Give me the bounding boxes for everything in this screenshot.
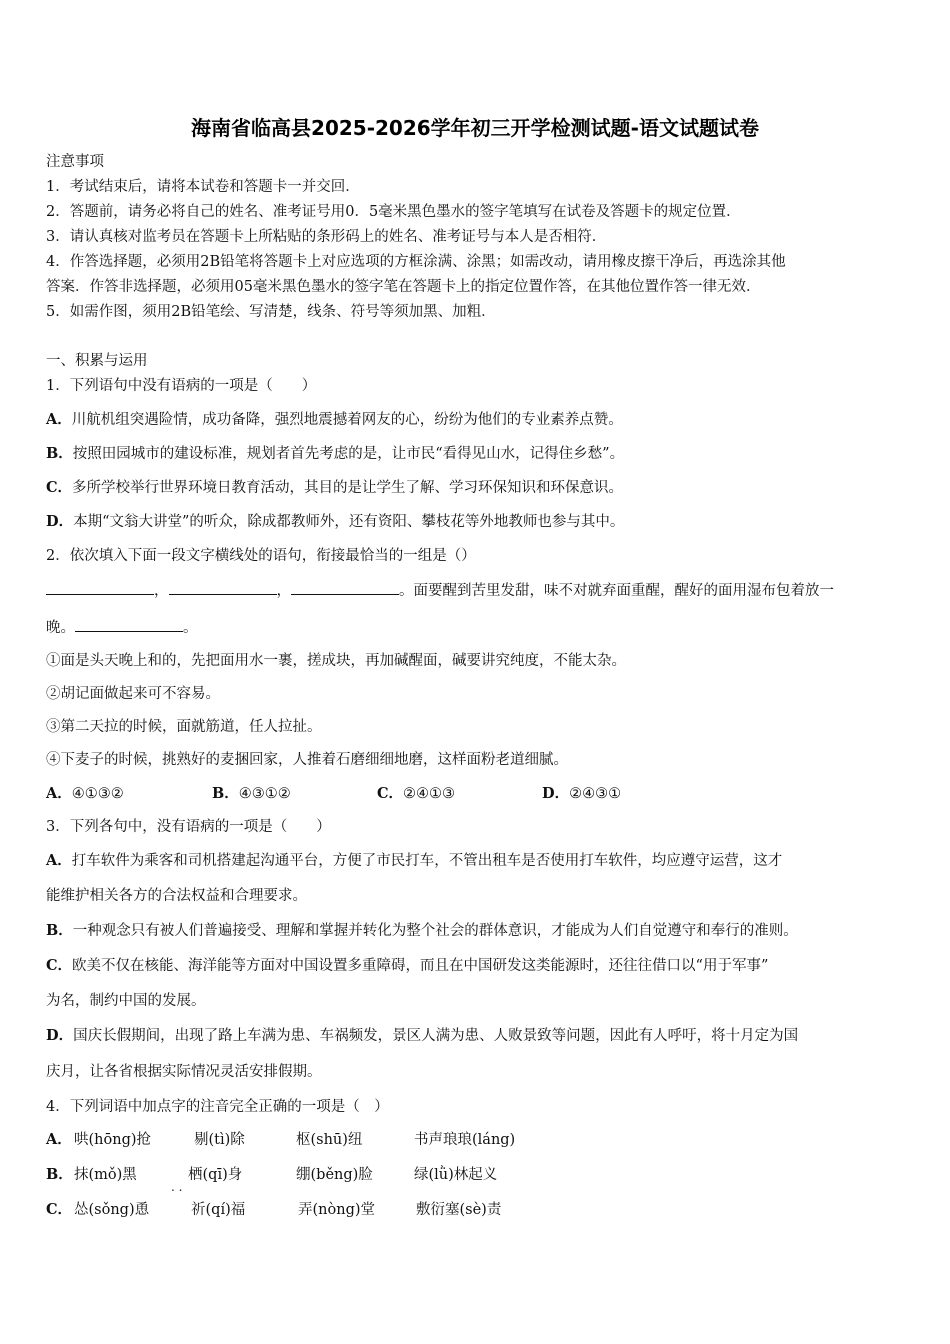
question-2-stem: 2．依次填入下面一段文字横线处的语句，衔接最恰当的一组是（）	[46, 548, 476, 564]
option-text: ④①③②	[71, 786, 124, 802]
option-text: 按照田园城市的建设标准，规划者首先考虑的是，让市民“看得见山水，记得住乡愁”。	[72, 446, 625, 462]
q4-word: 敷衍塞(sè)责	[416, 1202, 502, 1218]
q1-option-a	[46, 410, 623, 430]
notice-heading: 注意事项	[46, 154, 104, 170]
q2-fill-line	[46, 580, 834, 601]
option-label: B．	[46, 445, 73, 462]
q4-row-b-label: B．	[46, 1166, 73, 1183]
option-text: 川航机组突遇险情，成功备降，强烈地震撼着网友的心，纷纷为他们的专业素养点赞。	[71, 412, 623, 428]
q4-word: 抹(mǒ)黑	[74, 1167, 137, 1183]
q3-line	[46, 921, 798, 941]
q4-word: 栖(qī)身	[188, 1167, 243, 1183]
option-text: ②④③①	[569, 786, 622, 802]
q1-option-d	[46, 512, 624, 532]
option-label: C．	[377, 785, 404, 802]
option-label: D．	[46, 1027, 74, 1044]
q3-line	[46, 1026, 798, 1046]
question-4-stem: 4．下列词语中加点字的注音完全正确的一项是（ ）	[46, 1099, 389, 1115]
notice-item: 4．作答选择题，必须用2B铅笔将答题卡上对应选项的方框涂满、涂黑；如需改动，请用橡皮擦干净后，再选涂其他	[46, 254, 786, 270]
passage-text: 。	[183, 620, 198, 636]
option-label: B．	[212, 785, 239, 802]
q2-choice-c	[377, 784, 455, 804]
option-text: 一种观念只有被人们普遍接受、理解和掌握并转化为整个社会的群体意识，才能成为人们自觉遵守和奉行的准则。	[72, 923, 798, 939]
passage-text: 晚。	[46, 620, 75, 636]
option-text: 本期“文翁大讲堂”的听众，除成都教师外，还有资阳、攀枝花等外地教师也参与其中。	[73, 514, 625, 530]
q4-word: 书声琅琅(láng)	[414, 1132, 516, 1148]
q4-word: 剔(tì)除	[194, 1132, 245, 1148]
q4-word: 绿(lǜ)林起义	[414, 1167, 498, 1183]
q4-row-a-label: A．	[46, 1131, 72, 1148]
q3-line	[46, 886, 307, 906]
q4-word: 哄(hōng)抢	[74, 1132, 152, 1148]
notice-item: 3．请认真核对监考员在答题卡上所粘贴的条形码上的姓名、准考证号与本人是否相符．	[46, 229, 607, 245]
q3-line	[46, 956, 768, 976]
q4-word: 怂(sǒng)恿	[74, 1202, 150, 1218]
q4-word: 弄(nòng)堂	[298, 1202, 376, 1218]
q2-choice-d	[542, 784, 621, 804]
fill-blank[interactable]	[169, 580, 277, 595]
option-text: 欧美不仅在核能、海洋能等方面对中国设置多重障碍，而且在中国研发这类能源时，还往往借口以“用于军事”	[72, 958, 769, 974]
q2-choice-a	[46, 784, 124, 804]
q3-line	[46, 851, 782, 871]
option-label: C．	[46, 957, 73, 974]
q4-word: 祈(qí)福	[191, 1202, 246, 1218]
option-label: B．	[46, 922, 73, 939]
notice-item: 5．如需作图，须用2B铅笔绘、写清楚，线条、符号等须加黑、加粗．	[46, 304, 496, 320]
question-3-stem: 3．下列各句中，没有语病的一项是（ ）	[46, 819, 331, 835]
option-text: 打车软件为乘客和司机搭建起沟通平台，方便了市民打车，不管出租车是否使用打车软件，均应遵守运营，这才	[71, 853, 783, 869]
option-text: 国庆长假期间，出现了路上车满为患、车祸频发，景区人满为患、人败景致等问题，因此有人呼吁，将十月定为国	[73, 1028, 799, 1044]
option-text: 为名，制约中国的发展。	[46, 993, 206, 1009]
option-label: A．	[46, 411, 72, 428]
option-text: 庆月，让各省根据实际情况灵活安排假期。	[46, 1064, 322, 1080]
q3-line	[46, 991, 206, 1011]
notice-item: 1．考试结束后，请将本试卷和答题卡一并交回．	[46, 179, 360, 195]
option-label: A．	[46, 852, 72, 869]
passage-text: 。面要醒到苦里发甜，味不对就弃面重醒，醒好的面用湿布包着放一	[399, 583, 834, 599]
q3-line	[46, 1062, 322, 1082]
q4-word: 绷(běng)脸	[296, 1167, 373, 1183]
option-text: 能维护相关各方的合法权益和合理要求。	[46, 888, 307, 904]
q1-option-b	[46, 444, 624, 464]
option-label: C．	[46, 479, 73, 496]
q2-item-3: ③第二天拉的时候，面就筋道，任人拉扯。	[46, 719, 322, 735]
section-heading: 一、积累与运用	[46, 353, 148, 369]
q2-choice-b	[212, 784, 291, 804]
option-label: A．	[46, 785, 72, 802]
notice-item: 答案．作答非选择题，必须用05毫米黑色墨水的签字笔在答题卡上的指定位置作答，在其他位置作答一律无效．	[46, 279, 761, 295]
question-1-stem: 1．下列语句中没有语病的一项是（ ）	[46, 378, 317, 394]
option-label: D．	[46, 513, 74, 530]
separator: ，	[154, 583, 169, 599]
fill-blank[interactable]	[75, 617, 183, 632]
option-text: ④③①②	[238, 786, 291, 802]
option-text: 多所学校举行世界环境日教育活动，其目的是让学生了解、学习环保知识和环保意识。	[72, 480, 624, 496]
q2-item-4: ④下麦子的时候，挑熟好的麦捆回家，人推着石磨细细地磨，这样面粉老道细腻。	[46, 752, 568, 768]
q4-row-c-label: C．	[46, 1201, 73, 1218]
q1-option-c	[46, 478, 623, 498]
q4-word: 枢(shū)纽	[296, 1132, 363, 1148]
option-label: D．	[542, 785, 570, 802]
q2-fill-line-2	[46, 617, 198, 638]
separator: ，	[276, 583, 291, 599]
option-text: ②④①③	[403, 786, 456, 802]
fill-blank[interactable]	[291, 580, 399, 595]
q2-item-1: ①面是头天晚上和的，先把面用水一裹，搓成块，再加碱醒面，碱要讲究纯度，不能太杂。	[46, 653, 626, 669]
emphasis-dots: . .	[171, 1180, 183, 1194]
page-title: 海南省临高县2025-2026学年初三开学检测试题-语文试题试卷	[191, 116, 759, 140]
fill-blank[interactable]	[46, 580, 154, 595]
notice-item: 2．答题前，请务必将自己的姓名、准考证号用0．5毫米黑色墨水的签字笔填写在试卷及答题卡的规定位置．	[46, 204, 741, 220]
q2-item-2: ②胡记面做起来可不容易。	[46, 686, 220, 702]
